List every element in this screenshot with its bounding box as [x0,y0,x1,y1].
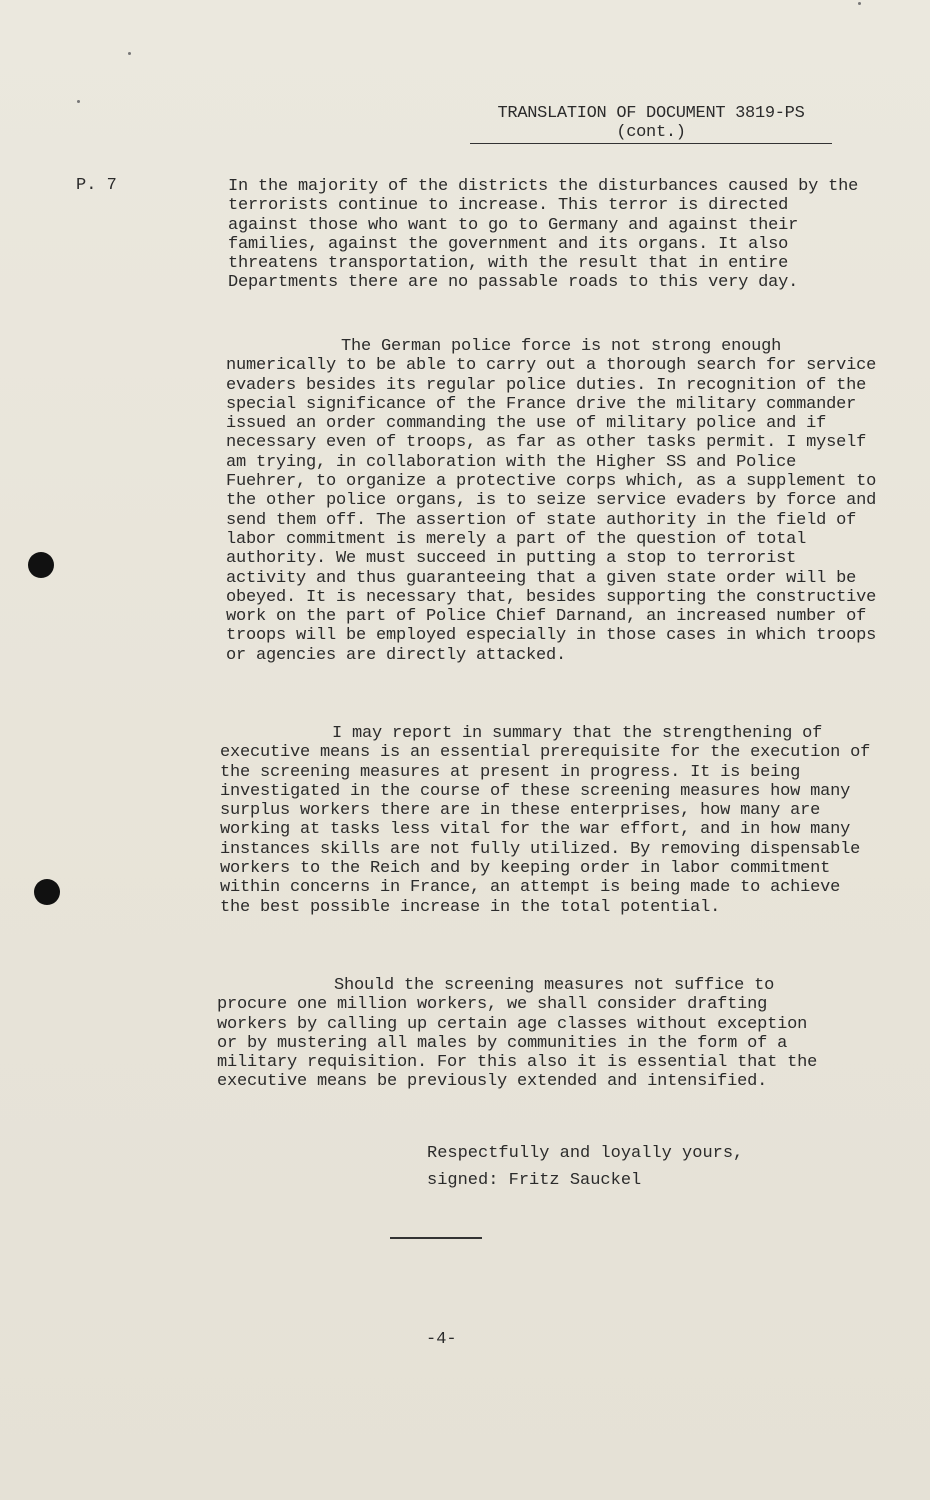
page-reference: P. 7 [76,176,117,195]
page-number: -4- [426,1330,457,1349]
paragraph-screening: I may report in summary that the strengthening of executive means is an essential prerequisite for the execution of the screening measures at present in progress. It is being investigated in the course of these screening measures how many surplus workers there are in these enterprises, how many are working at tasks less vital for the war effort, and in how many instances skills are not fully utilized. By removing dispensable workers to the Reich and by keeping order in labor commitment within concerns in France, an attempt is being made to achieve the best possible increase in the total potential. [220,724,871,917]
paper-speck [128,52,131,55]
paragraph-police: The German police force is not strong enough numerically to be able to carry out a thorough search for service evaders besides its regular police duties. In recognition of the special significance of the France drive the military commander issued an order commanding the use of military police and if necessary even of troops, as far as other tasks permit. I myself am trying, in collaboration with the Higher SS and Police Fuehrer, to organize a protective corps which, as a supplement to the other police organs, is to seize service evaders by force and send them off. The assertion of state authority in the field of labor commitment is merely a part of the question of total authority. We must succeed in putting a stop to terrorist activity and thus guaranteeing that a given state order will be obeyed. It is necessary that, besides supporting the constructive work on the part of Police Chief Darnand, an increased number of troops will be employed especially in those cases in which troops or agencies are directly attacked. [226,337,877,665]
document-header [470,104,832,142]
signature-line: signed: Fritz Sauckel [427,1171,642,1190]
punch-hole-icon [34,879,60,905]
paragraph-drafting: Should the screening measures not suffice to procure one million workers, we shall consider drafting workers by calling up certain age classes without exception or by mustering all males by communities in the form of a military requisition. For this also it is essential that the executive means be previously extended and intensified. [217,976,818,1092]
header-underline [470,143,832,144]
punch-hole-icon [28,552,54,578]
paper-speck [77,100,80,103]
closing-salutation: Respectfully and loyally yours, [427,1144,744,1163]
signature-rule [390,1237,482,1239]
closing-block [427,1140,743,1194]
header-continuation: (cont.) [616,123,686,142]
paragraph-terror: In the majority of the districts the disturbances caused by the terrorists continue to increase. This terror is directed against those who want to go to Germany and against their families, against the government and its organs. It also threatens transportation, with the result that in entire Departments there are no passable roads to this very day. [228,177,859,293]
header-title: TRANSLATION OF DOCUMENT 3819-PS [497,104,805,123]
paper-speck [858,2,861,5]
